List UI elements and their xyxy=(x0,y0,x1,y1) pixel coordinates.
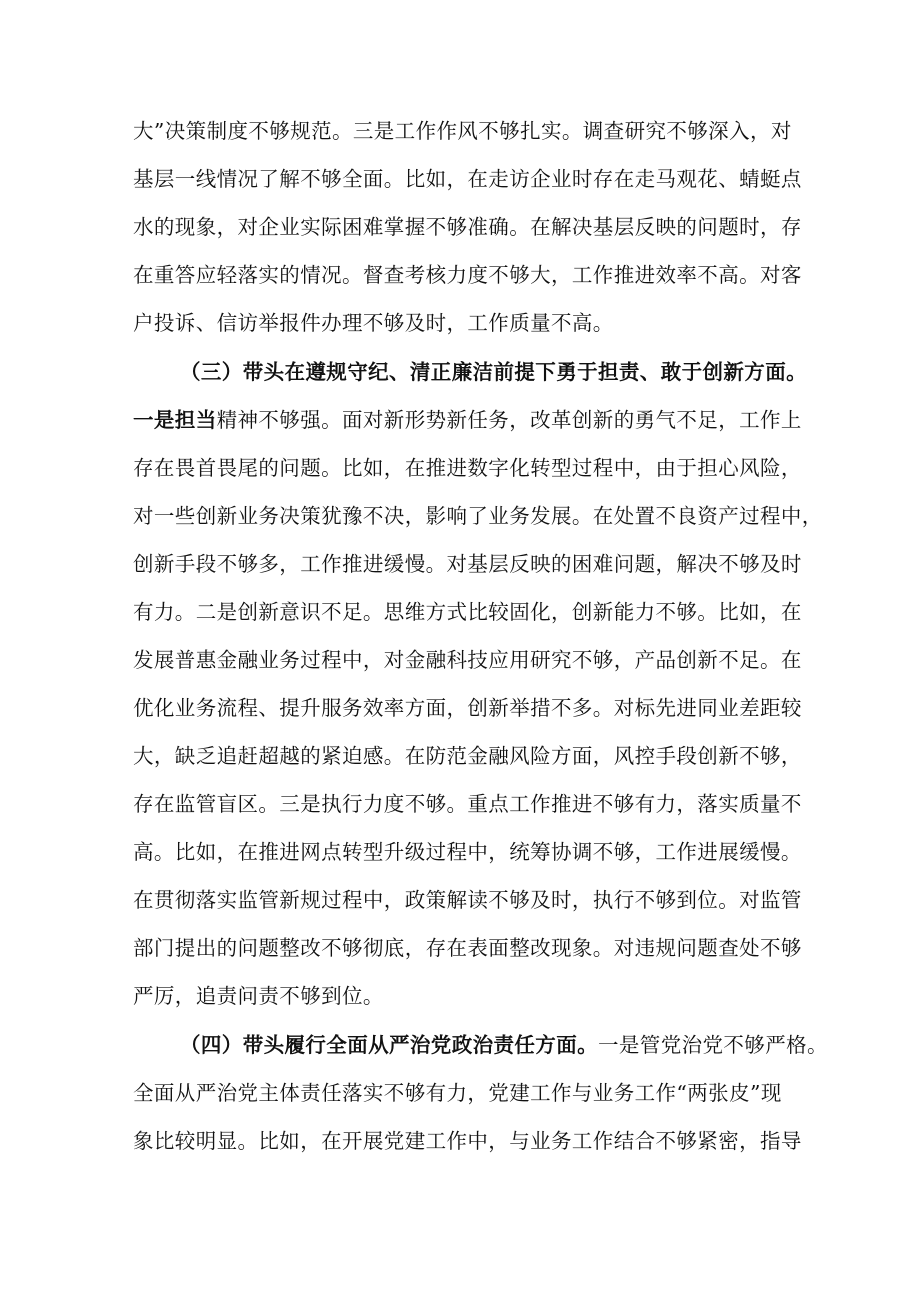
text-line: 基层一线情况了解不够全面。比如，在走访企业时存在走马观花、蜻蜓点 xyxy=(133,167,802,191)
text-line: 大，缺乏追赶超越的紧迫感。在防范金融风险方面，风控手段创新不够， xyxy=(133,744,802,768)
text-line: 发展普惠金融业务过程中，对金融科技应用研究不够，产品创新不足。在 xyxy=(133,648,802,672)
text-line: 一是担当精神不够强。面对新形势新任务，改革创新的勇气不足，工作上 xyxy=(133,408,802,432)
text-line: 高。比如，在推进网点转型升级过程中，统筹协调不够，工作进展缓慢。 xyxy=(133,840,802,864)
text-line: 大”决策制度不够规范。三是工作作风不够扎实。调查研究不够深入，对 xyxy=(133,119,792,143)
text-line: 全面从严治党主体责任落实不够有力，党建工作与业务工作“两张皮”现 xyxy=(133,1081,782,1105)
text-line: 优化业务流程、提升服务效率方面，创新举措不多。对标先进同业差距较 xyxy=(133,696,802,720)
text-line: 户投诉、信访举报件办理不够及时，工作质量不高。 xyxy=(133,311,614,335)
text-line: 有力。二是创新意识不足。思维方式比较固化，创新能力不够。比如，在 xyxy=(133,600,802,624)
text-line: （四）带头履行全面从严治党政治责任方面。一是管党治党不够严格。 xyxy=(180,1033,828,1057)
text-line: 创新手段不够多，工作推进缓慢。对基层反映的困难问题，解决不够及时 xyxy=(133,552,802,576)
text-line: 水的现象，对企业实际困难掌握不够准确。在解决基层反映的问题时，存 xyxy=(133,215,802,239)
bold-lead: 一是担当 xyxy=(133,408,217,432)
text-line: 存在监管盲区。三是执行力度不够。重点工作推进不够有力，落实质量不 xyxy=(133,792,802,816)
section-heading-3: （三）带头在遵规守纪、清正廉洁前提下勇于担责、敢于创新方面。 xyxy=(180,360,807,384)
text-line: 在贯彻落实监管新规过程中，政策解读不够及时，执行不够到位。对监管 xyxy=(133,888,802,912)
text-line: 存在畏首畏尾的问题。比如，在推进数字化转型过程中，由于担心风险， xyxy=(133,456,802,480)
section-heading-4: （四）带头履行全面从严治党政治责任方面。 xyxy=(180,1033,598,1057)
text-line: 严厉，追责问责不够到位。 xyxy=(133,984,384,1008)
text-line: 部门提出的问题整改不够彻底，存在表面整改现象。对违规问题查处不够 xyxy=(133,936,802,960)
text-line: 在重答应轻落实的情况。督查考核力度不够大，工作推进效率不高。对客 xyxy=(133,263,802,287)
text-line: 对一些创新业务决策犹豫不决，影响了业务发展。在处置不良资产过程中， xyxy=(133,504,823,528)
text-line: 象比较明显。比如，在开展党建工作中，与业务工作结合不够紧密，指导 xyxy=(133,1129,802,1153)
